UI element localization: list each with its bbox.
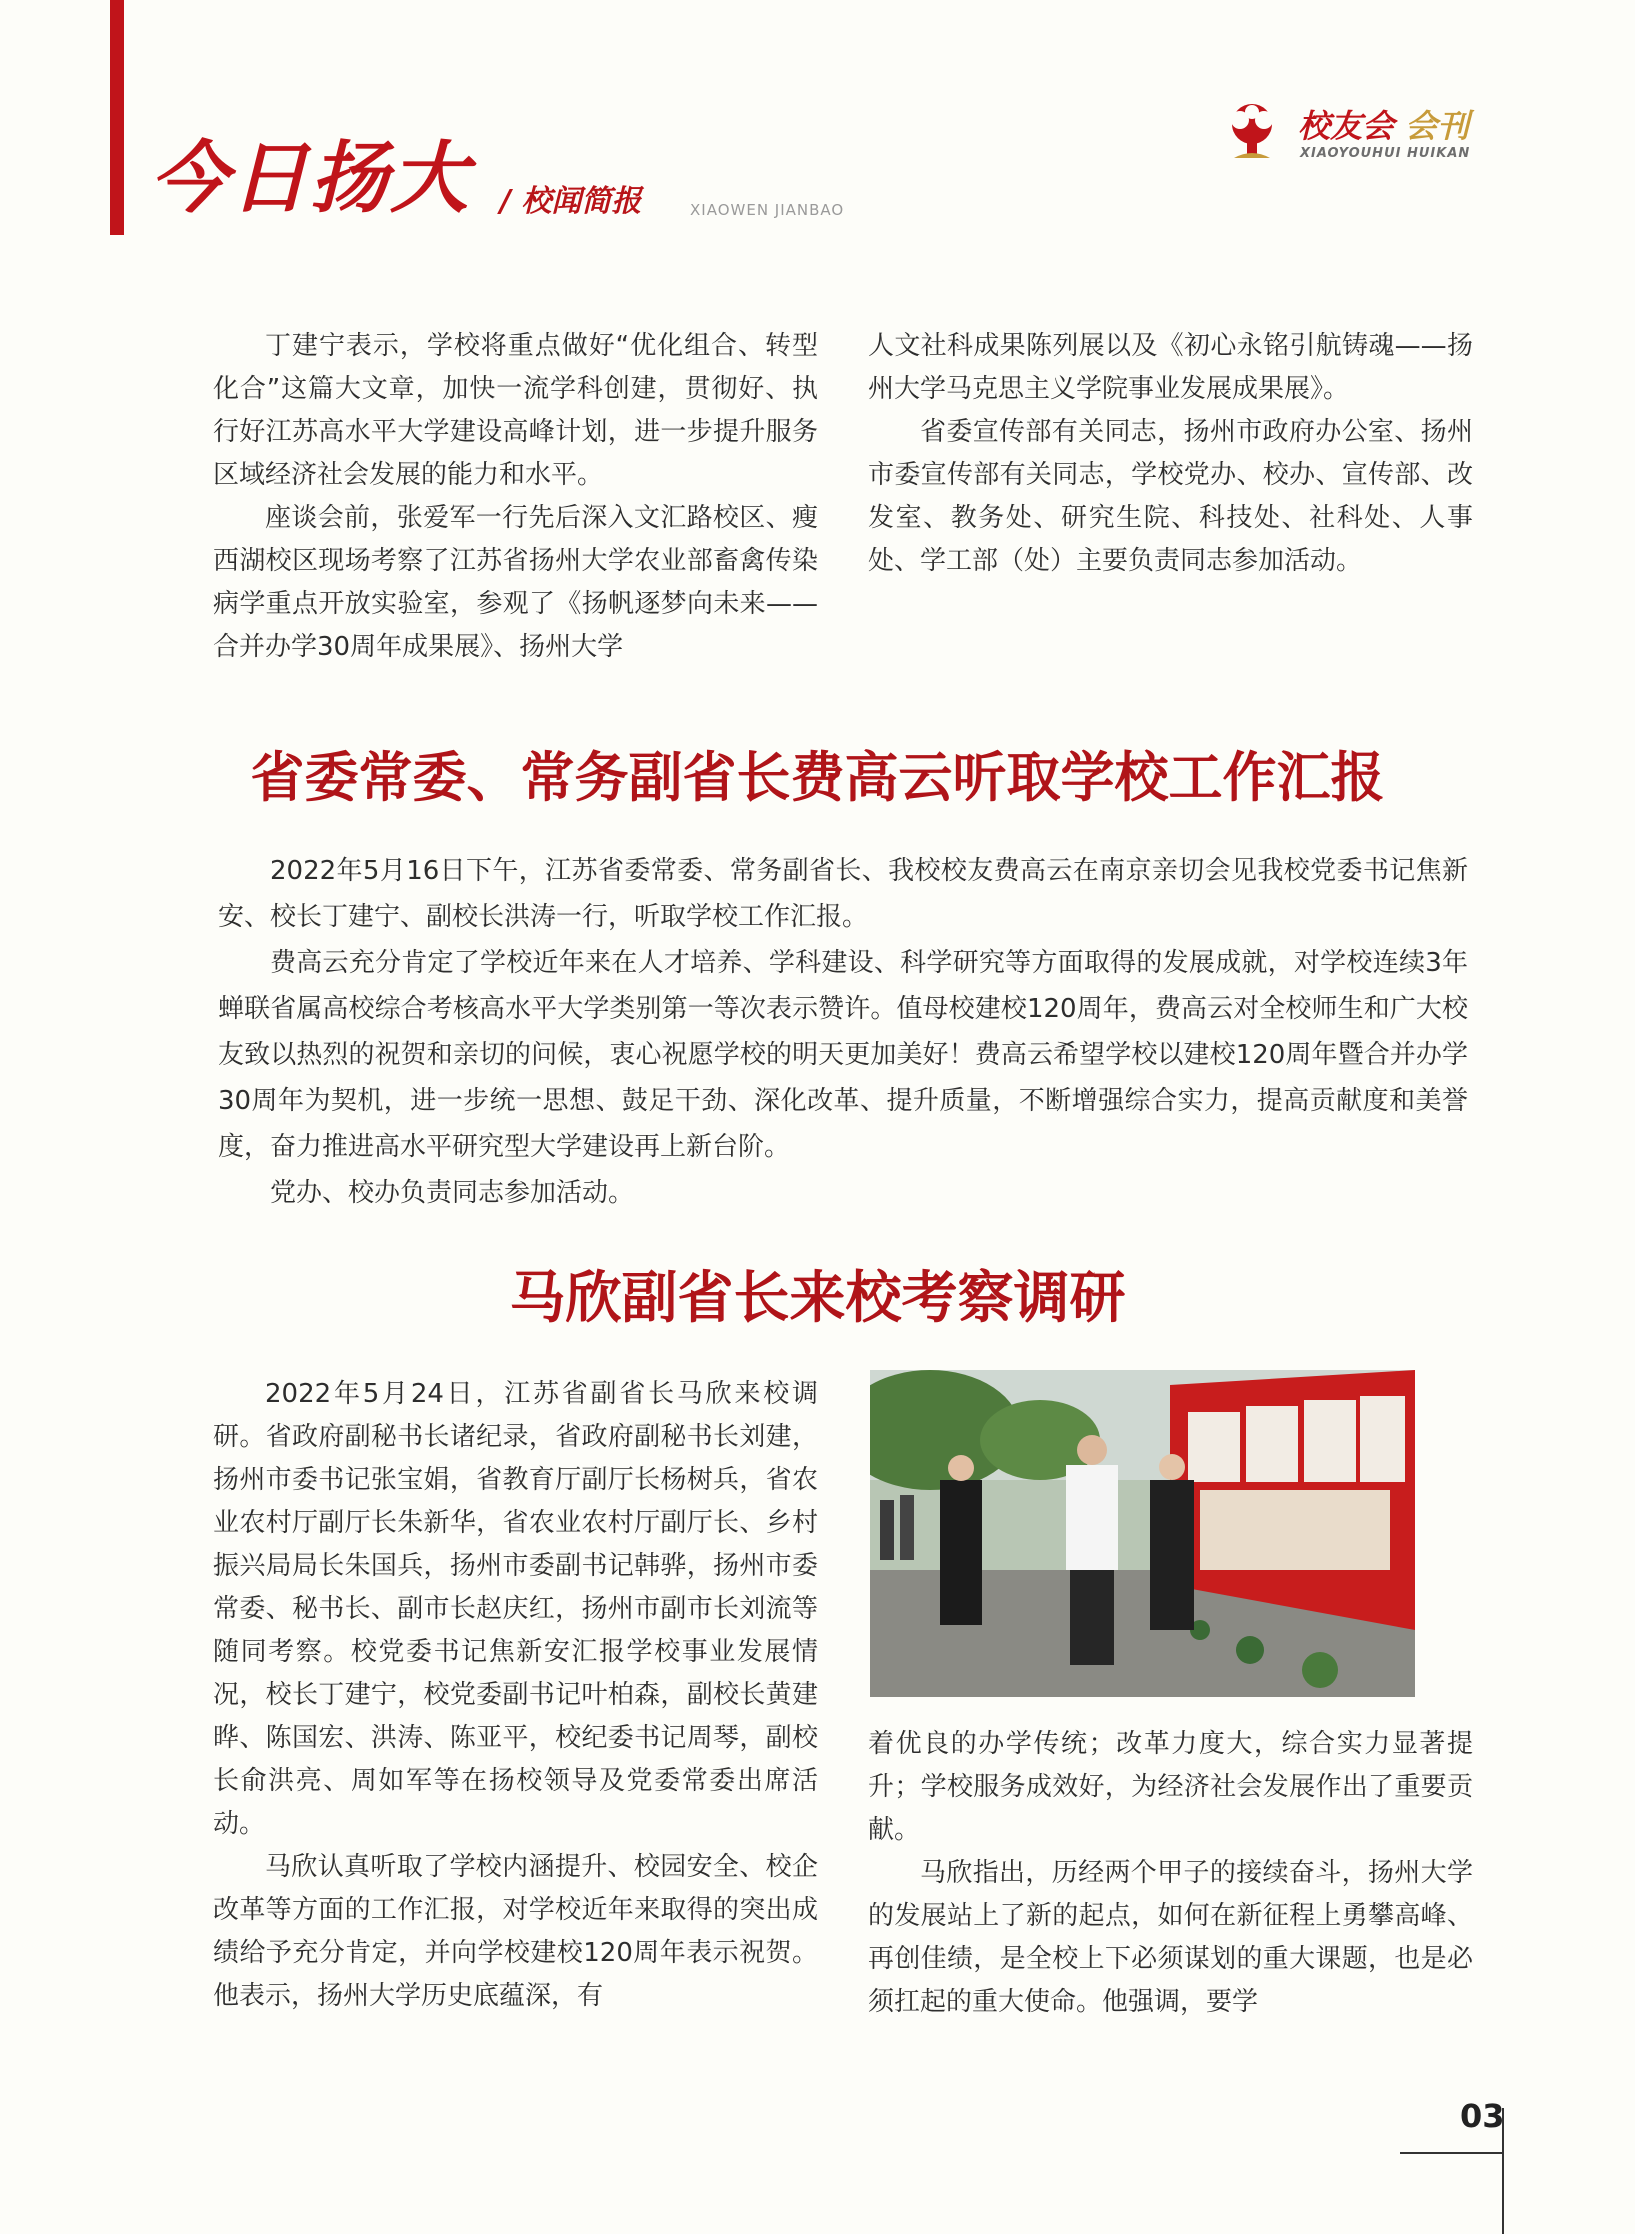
paragraph: 费高云充分肯定了学校近年来在人才培养、学科建设、科学研究等方面取得的发展成就，对学校连续3年蝉联省属高校综合考核高水平大学类别第一等次表示赞许。值母校建校120周年，费高云对全校师生和广大校友致以热烈的祝贺和亲切的问候，衷心祝愿学校的明天更加美好！费高云希望学校以建校120周年暨合并办学30周年为契机，进一步统一思想、鼓足干劲、深化改革、提升质量，不断增强综合实力，提高贡献度和美誉度，奋力推进高水平研究型大学建设再上新台阶。 — [218, 948, 1468, 1162]
article2-headline: 马欣副省长来校考察调研 — [509, 1265, 1126, 1331]
paragraph: 2022年5月16日下午，江苏省委常委、常务副省长、我校校友费高云在南京亲切会见我校党委书记焦新安、校长丁建宁、副校长洪涛一行，听取学校工作汇报。 — [218, 856, 1468, 932]
brand-title-part1: 校友会 — [1298, 107, 1395, 145]
brand-title — [1298, 107, 1470, 145]
top-left-column — [213, 325, 818, 669]
paragraph: 马欣指出，历经两个甲子的接续奋斗，扬州大学的发展站上了新的起点，如何在新征程上勇攀高峰、再创佳绩，是全校上下必须谋划的重大课题，也是必须扛起的重大使命。他强调，要学 — [868, 1858, 1473, 2017]
article2-right-column — [868, 1723, 1473, 2024]
page-number-rule — [1400, 2152, 1504, 2154]
article1-body — [218, 848, 1468, 1216]
paragraph: 丁建宁表示，学校将重点做好“优化组合、转型化合”这篇大文章，加快一流学科创建，贯彻好、执行好江苏高水平大学建设高峰计划，进一步提升服务区域经济社会发展的能力和水平。 — [213, 331, 818, 490]
paragraph: 着优良的办学传统；改革力度大，综合实力显著提升；学校服务成效好，为经济社会发展作出了重要贡献。 — [868, 1729, 1473, 1845]
section-label: / 校闻简报 — [500, 184, 642, 219]
paragraph: 马欣认真听取了学校内涵提升、校园安全、校企改革等方面的工作汇报，对学校近年来取得的突出成绩给予充分肯定，并向学校建校120周年表示祝贺。他表示，扬州大学历史底蕴深，有 — [213, 1852, 818, 2011]
section-label-en: XIAOWEN JIANBAO — [690, 201, 845, 219]
paragraph: 座谈会前，张爱军一行先后深入文汇路校区、瘦西湖校区现场考察了江苏省扬州大学农业部畜禽传染病学重点开放实验室，参观了《扬帆逐梦向未来——合并办学30周年成果展》、扬州大学 — [213, 503, 818, 662]
top-right-column — [868, 325, 1473, 583]
campus-visit-photo — [870, 1370, 1415, 1697]
header-red-bar — [110, 0, 124, 235]
article2-left-column — [213, 1373, 818, 2018]
brand-title-part2: 会刊 — [1405, 107, 1470, 145]
paragraph: 人文社科成果陈列展以及《初心永铭引航铸魂——扬州大学马克思主义学院事业发展成果展》。 — [868, 331, 1473, 404]
article1-headline: 省委常委、常务副省长费高云听取学校工作汇报 — [250, 745, 1385, 809]
paragraph: 2022年5月24日，江苏省副省长马欣来校调研。省政府副秘书长诸纪录，省政府副秘书长刘建，扬州市委书记张宝娟，省教育厅副厅长杨树兵，省农业农村厅副厅长朱新华，省农业农村厅副厅长、乡村振兴局局长朱国兵，扬州市委副书记韩骅，扬州市委常委、秘书长、副市长赵庆红，扬州市副市长刘流等随同考察。校党委书记焦新安汇报学校事业发展情况，校长丁建宁，校党委副书记叶柏森，副校长黄建晔、陈国宏、洪涛、陈亚平，校纪委书记周琴，副校长俞洪亮、周如军等在扬校领导及党委常委出席活动。 — [213, 1379, 818, 1839]
paragraph: 党办、校办负责同志参加活动。 — [270, 1178, 635, 1208]
brand-subtitle: XIAOYOUHUI HUIKAN — [1300, 146, 1471, 161]
paragraph: 省委宣传部有关同志，扬州市政府办公室、扬州市委宣传部有关同志，学校党办、校办、宣传部、改发室、教务处、研究生院、科技处、社科处、人事处、学工部（处）主要负责同志参加活动。 — [868, 417, 1473, 576]
page-number: 03 — [1460, 2097, 1505, 2135]
magazine-title: 今日扬大 — [150, 134, 471, 224]
alumni-association-logo-icon — [1220, 100, 1284, 164]
